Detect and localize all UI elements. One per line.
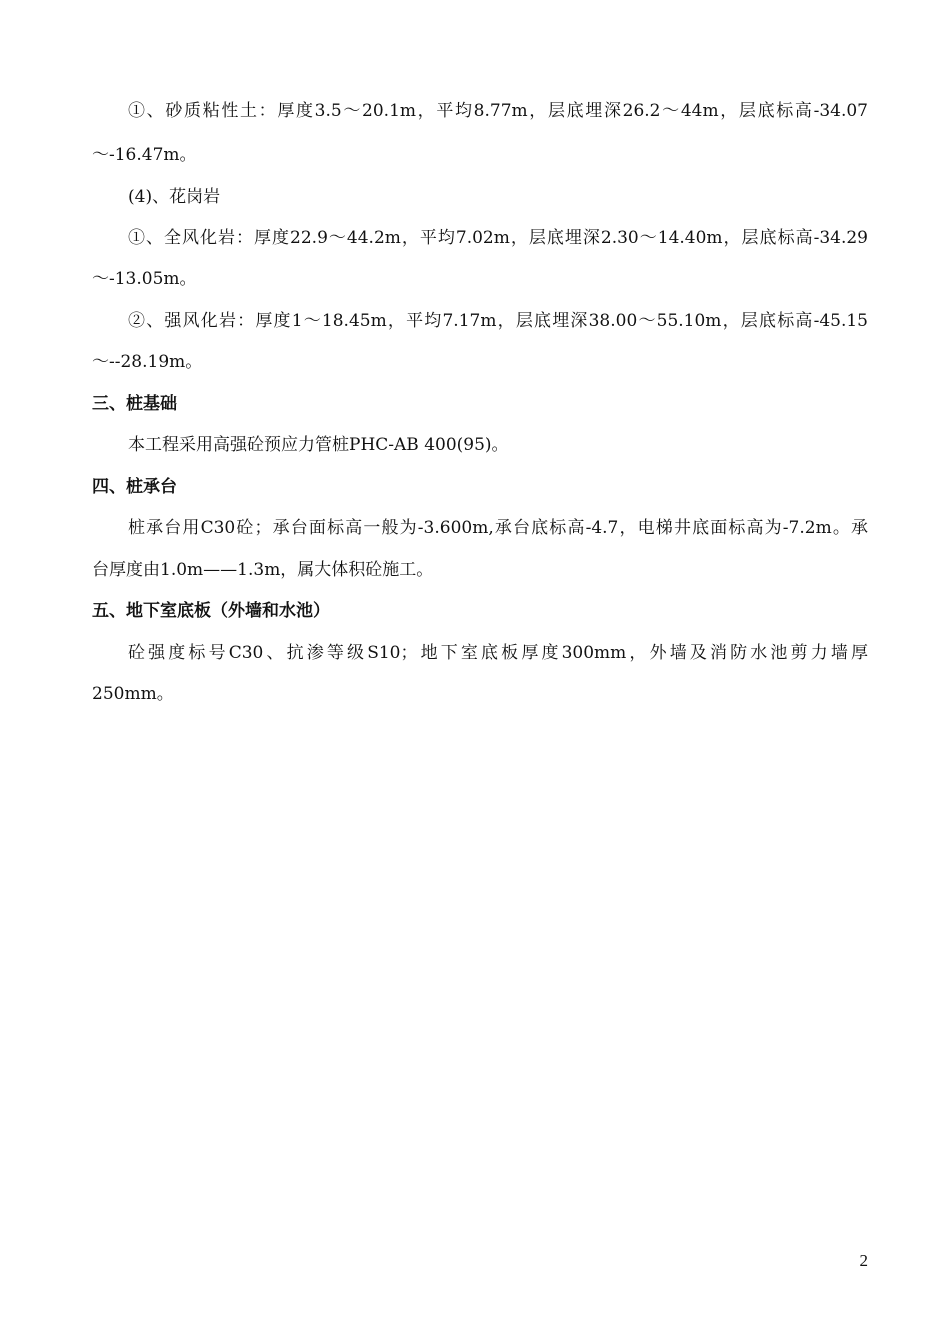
section-basement-slab-line1: 砼强度标号C30、抗渗等级S10；地下室底板厚度300mm，外墙及消防水池剪力墙厚: [128, 643, 868, 663]
subsection-granite-title: (4)、花岗岩: [128, 187, 221, 207]
section-basement-slab-line2: 250mm。: [92, 684, 174, 704]
paragraph-fully-weathered-line1: ①、全风化岩：厚度22.9～44.2m，平均7.02m，层底埋深2.30～14.40m，层底标高-34.29: [128, 228, 868, 248]
section-pile-cap-line2: 台厚度由1.0m——1.3m，属大体积砼施工。: [92, 560, 434, 580]
paragraph-fully-weathered-line2: ～-13.05m。: [92, 269, 197, 289]
section-pile-foundation-heading: 三、桩基础: [92, 394, 177, 414]
paragraph-sandy-clay-line2: ～-16.47m。: [92, 145, 197, 165]
section-pile-cap-line1: 桩承台用C30砼；承台面标高一般为-3.600m,承台底标高-4.7，电梯井底面标高为-7.2m。承: [128, 518, 868, 538]
paragraph-strongly-weathered-line2: ～--28.19m。: [92, 352, 203, 372]
paragraph-sandy-clay-line1: ①、砂质粘性土：厚度3.5～20.1m，平均8.77m，层底埋深26.2～44m，层底标高-34.07: [128, 101, 868, 121]
section-pile-cap-heading: 四、桩承台: [92, 477, 177, 497]
section-basement-slab-heading: 五、地下室底板（外墙和水池）: [92, 601, 330, 621]
paragraph-strongly-weathered-line1: ②、强风化岩：厚度1～18.45m，平均7.17m，层底埋深38.00～55.10m，层底标高-45.15: [128, 311, 868, 331]
section-pile-foundation-text: 本工程采用高强砼预应力管桩PHC-AB 400(95)。: [128, 435, 509, 455]
page-number: 2: [859, 1251, 868, 1270]
